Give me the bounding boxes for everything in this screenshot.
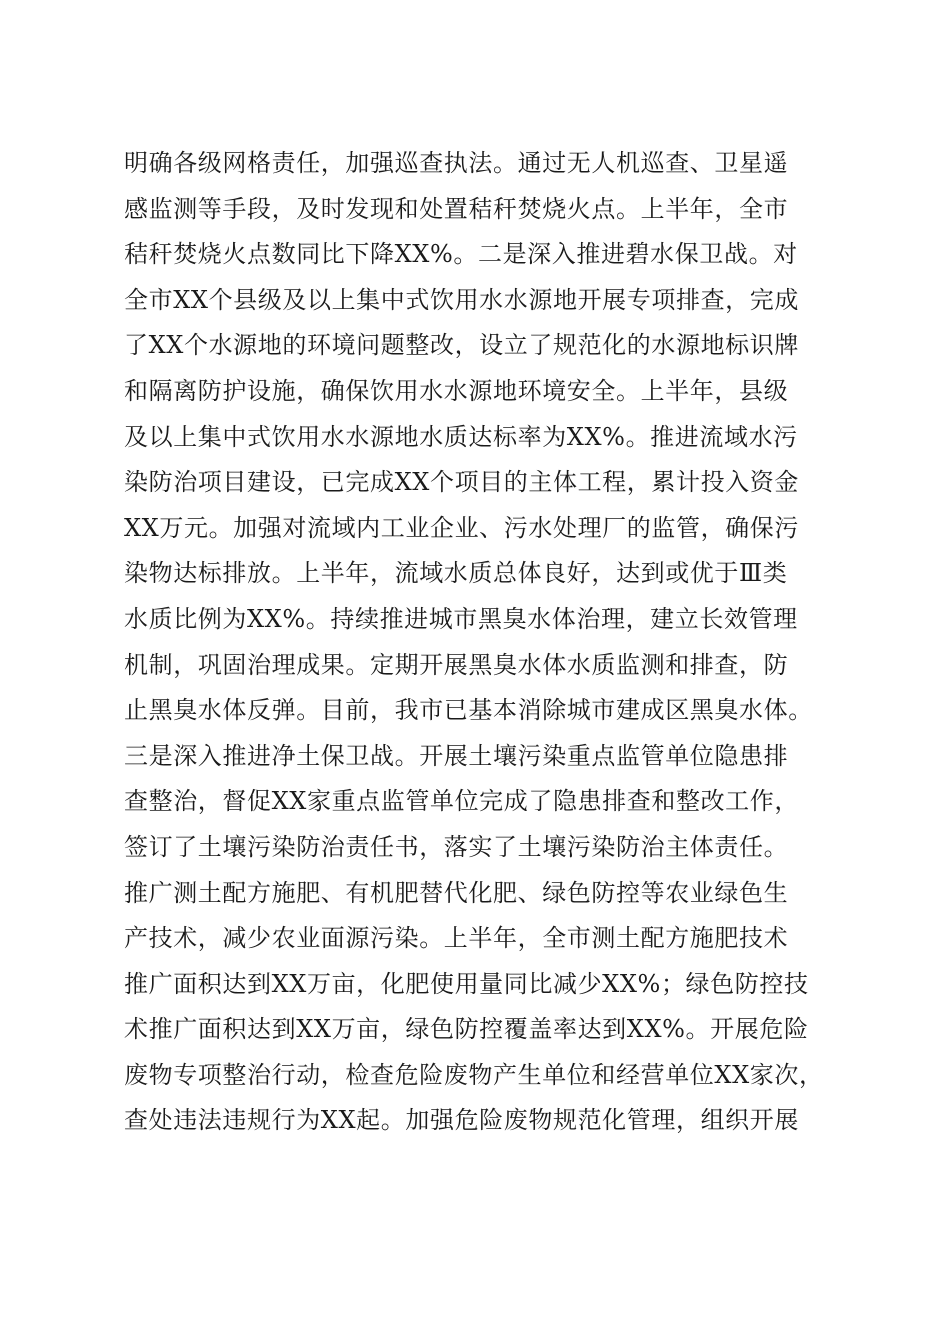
- text-line-6: 和隔离防护设施，确保饮用水水源地环境安全。上半年，县级: [124, 376, 789, 405]
- text-line-1: 明确各级网格责任，加强巡查执法。通过无人机巡查、卫星遥: [124, 149, 789, 177]
- text-line-4: 全市XX个县级及以上集中式饮用水水源地开展专项排查，完成: [124, 285, 799, 314]
- text-line-12: 机制，巩固治理成果。定期开展黑臭水体水质监测和排查，防: [124, 650, 789, 679]
- text-line-3: 秸秆焚烧火点数同比下降XX%。二是深入推进碧水保卫战。对: [124, 240, 798, 269]
- text-line-9: XX万元。加强对流域内工业企业、污水处理厂的监管，确保污: [124, 513, 799, 542]
- text-line-20: 术推广面积达到XX万亩，绿色防控覆盖率达到XX%。开展危险: [124, 1015, 809, 1044]
- text-line-2: 感监测等手段，及时发现和处置秸秆焚烧火点。上半年，全市: [124, 194, 789, 223]
- text-line-17: 推广测土配方施肥、有机肥替代化肥、绿色防控等农业绿色生: [124, 878, 789, 907]
- text-line-10: 染物达标排放。上半年，流域水质总体良好，达到或优于Ⅲ类: [124, 559, 788, 588]
- text-line-8: 染防治项目建设，已完成XX个项目的主体工程，累计投入资金: [124, 468, 799, 497]
- body-text: [124, 141, 844, 1144]
- text-line-16: 签订了土壤污染防治责任书，落实了土壤污染防治主体责任。: [124, 832, 789, 861]
- text-line-11: 水质比例为XX%。持续推进城市黑臭水体治理，建立长效管理: [124, 604, 798, 633]
- text-line-22: 查处违法违规行为XX起。加强危险废物规范化管理，组织开展: [124, 1106, 799, 1135]
- text-line-7: 及以上集中式饮用水水源地水质达标率为XX%。推进流域水污: [124, 422, 798, 451]
- text-line-13: 止黑臭水体反弹。目前，我市已基本消除城市建成区黑臭水体。: [124, 696, 813, 725]
- text-line-5: 了XX个水源地的环境问题整改，设立了规范化的水源地标识牌: [124, 331, 799, 360]
- text-line-18: 产技术，减少农业面源污染。上半年，全市测土配方施肥技术: [124, 924, 789, 953]
- text-line-19: 推广面积达到XX万亩，化肥使用量同比减少XX%；绿色防控技: [124, 969, 809, 998]
- text-line-15: 查整治，督促XX家重点监管单位完成了隐患排查和整改工作，: [124, 787, 799, 816]
- text-line-14: 三是深入推进净土保卫战。开展土壤污染重点监管单位隐患排: [124, 741, 789, 770]
- text-line-21: 废物专项整治行动，检查危险废物产生单位和经营单位XX家次，: [124, 1060, 824, 1089]
